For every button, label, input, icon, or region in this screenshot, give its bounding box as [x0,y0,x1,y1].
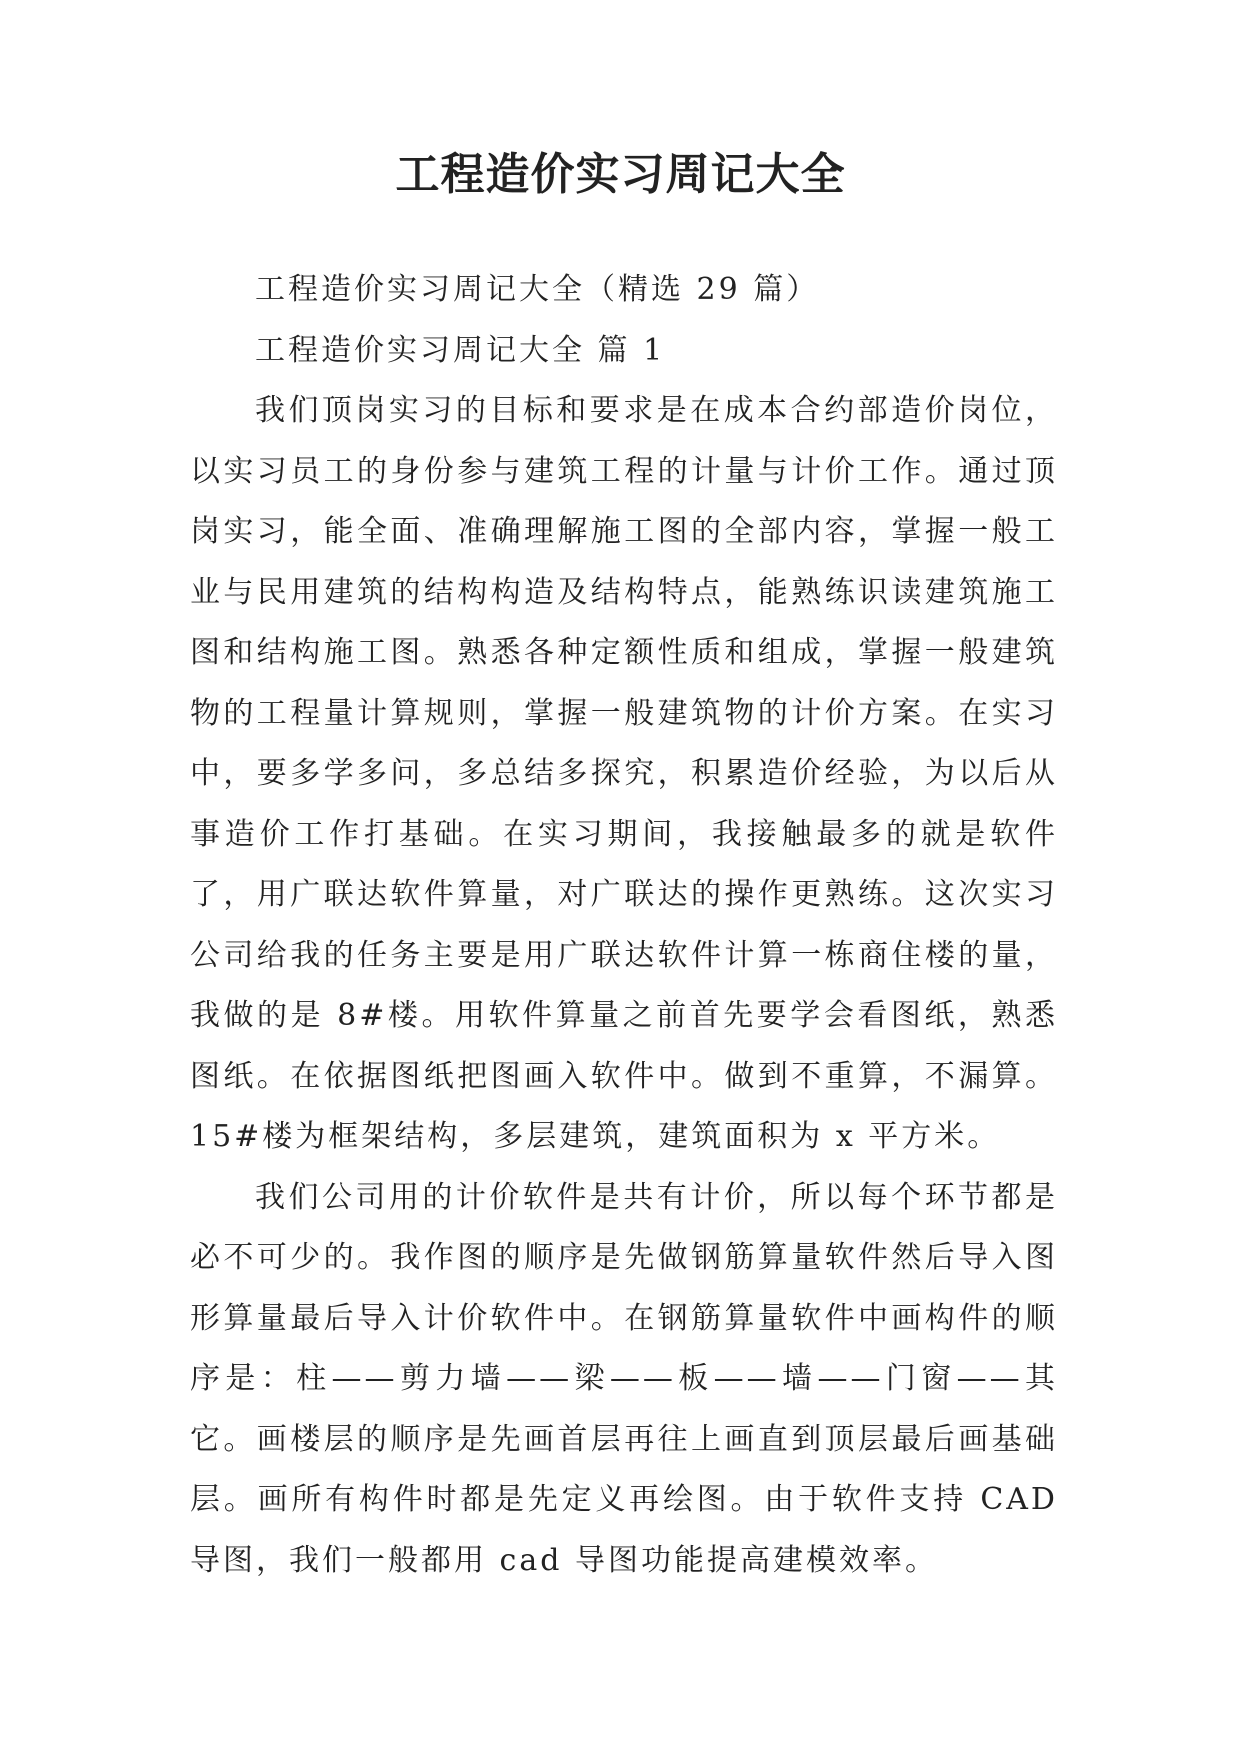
document-subtitle: 工程造价实习周记大全（精选 29 篇） [255,272,820,307]
section-heading: 工程造价实习周记大全 篇 1 [255,332,666,368]
paragraph: 我们公司用的计价软件是共有计价，所以每个环节都是必不可少的。我作图的顺序是先做钢筋算量软件然后导入图形算量最后导入计价软件中。在钢筋算量软件中画构件的顺序是：柱——剪力墙——梁——板——墙——门窗——其它。画楼层的顺序是先画首层再往上画直到顶层最后画基础层。画所有构件时都是先定义再绘图。由于软件支持 CAD 导图，我们一般都用 cad 导图功能提高建模效率。 [190,1179,1058,1578]
document-title: 工程造价实习周记大全 [395,149,846,200]
document-body [190,260,1058,1591]
paragraph: 我们顶岗实习的目标和要求是在成本合约部造价岗位，以实习员工的身份参与建筑工程的计量与计价工作。通过顶岗实习，能全面、准确理解施工图的全部内容，掌握一般工业与民用建筑的结构构造及结构特点，能熟练识读建筑施工图和结构施工图。熟悉各种定额性质和组成，掌握一般建筑物的工程量计算规则，掌握一般建筑物的计价方案。在实习中，要多学多问，多总结多探究，积累造价经验，为以后从事造价工作打基础。在实习期间，我接触最多的就是软件了，用广联达软件算量，对广联达的操作更熟练。这次实习公司给我的任务主要是用广联达软件计算一栋商住楼的量，我做的是 8#楼。用软件算量之前首先要学会看图纸，熟悉图纸。在依据图纸把图画入软件中。做到不重算，不漏算。15#楼为框架结构，多层建筑，建筑面积为 x 平方米。 [190,393,1058,1154]
